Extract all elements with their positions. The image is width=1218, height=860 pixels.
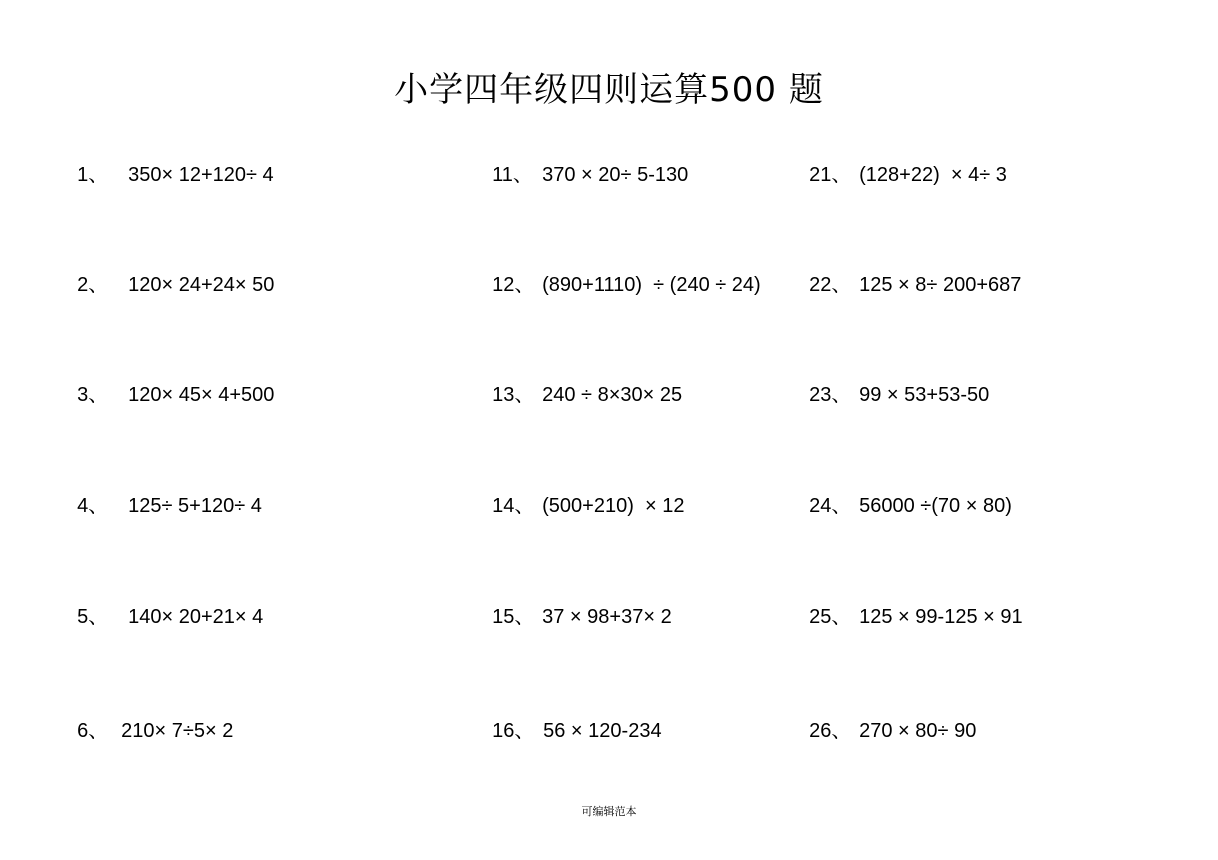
problem-expression: 240 ÷ 8×30× 25 xyxy=(542,384,683,406)
problem-22 xyxy=(798,246,1021,298)
problem-expression: 270 × 80÷ 90 xyxy=(859,720,977,742)
problem-number: 3、 xyxy=(77,384,109,406)
problem-expression: 140× 20+21× 4 xyxy=(128,606,264,628)
problem-expression: (128+22) × 4÷ 3 xyxy=(859,164,1007,186)
problem-14 xyxy=(481,467,684,519)
problem-expression: (890+1110) ÷ (240 ÷ 24) xyxy=(542,274,761,296)
problem-21 xyxy=(798,136,1007,188)
problem-expression: 350× 12+120÷ 4 xyxy=(128,164,274,186)
problem-16 xyxy=(481,692,662,744)
problem-number: 6、 xyxy=(77,720,109,742)
problem-number: 23、 xyxy=(809,384,852,406)
problem-expression: 125 × 99-125 × 91 xyxy=(859,606,1023,628)
problem-expression: 37 × 98+37× 2 xyxy=(542,606,672,628)
problem-expression: 56 × 120-234 xyxy=(543,720,662,742)
page-title: 小学四年级四则运算500 题 xyxy=(394,70,824,110)
problem-number: 11、 xyxy=(492,164,533,186)
problem-4 xyxy=(66,467,262,519)
problem-number: 1、 xyxy=(77,164,109,186)
problem-number: 25、 xyxy=(809,606,852,628)
problem-number: 24、 xyxy=(809,495,852,517)
problem-13 xyxy=(481,356,682,408)
problem-25 xyxy=(798,578,1023,630)
problem-11 xyxy=(481,136,688,188)
problem-number: 14、 xyxy=(492,495,535,517)
problem-expression: 120× 45× 4+500 xyxy=(128,384,275,406)
problem-number: 4、 xyxy=(77,495,109,517)
problem-23 xyxy=(798,356,989,408)
problem-number: 13、 xyxy=(492,384,535,406)
problem-24 xyxy=(798,467,1012,519)
problem-expression: 120× 24+24× 50 xyxy=(128,274,275,296)
problem-12 xyxy=(481,246,761,298)
problem-number: 21、 xyxy=(809,164,852,186)
problem-expression: 370 × 20÷ 5-130 xyxy=(542,164,689,186)
problem-number: 22、 xyxy=(809,274,852,296)
problem-number: 26、 xyxy=(809,720,852,742)
problem-expression: 125÷ 5+120÷ 4 xyxy=(128,495,262,517)
problem-15 xyxy=(481,578,672,630)
page-footer: 可编辑范本 xyxy=(581,805,637,818)
problem-number: 2、 xyxy=(77,274,109,296)
problem-1 xyxy=(66,136,274,188)
problem-number: 15、 xyxy=(492,606,535,628)
problem-3 xyxy=(66,356,274,408)
problem-expression: 56000 ÷(70 × 80) xyxy=(859,495,1012,517)
problem-expression: (500+210) × 12 xyxy=(542,495,685,517)
problem-expression: 125 × 8÷ 200+687 xyxy=(859,274,1022,296)
problem-expression: 99 × 53+53-50 xyxy=(859,384,990,406)
problem-number: 16、 xyxy=(492,720,535,742)
problem-5 xyxy=(66,578,263,630)
problem-number: 5、 xyxy=(77,606,109,628)
problem-expression: 210× 7÷5× 2 xyxy=(121,720,234,742)
problem-6 xyxy=(66,692,233,744)
problem-26 xyxy=(798,692,976,744)
problem-number: 12、 xyxy=(492,274,535,296)
problem-2 xyxy=(66,246,274,298)
